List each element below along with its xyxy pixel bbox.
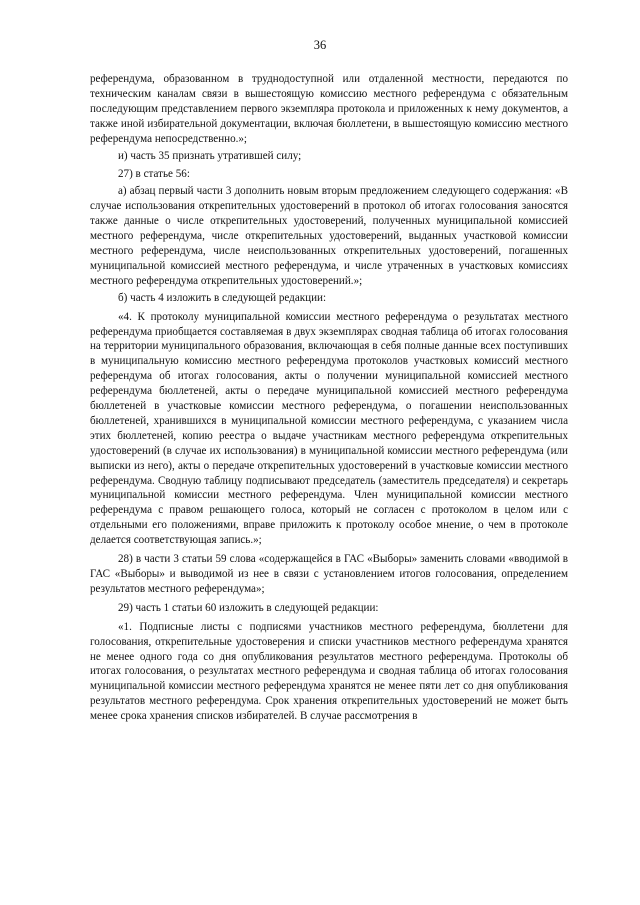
paragraph-subitem-a: а) абзац первый части 3 дополнить новым вторым предложением следующего содержания: «В случае использования открепительных удостоверений в протокол об итогах голосования заносятся также данные о числе открепительных удостоверений, полученных муниципальной комиссией местного референдума, числе открепительных удостоверений, выданных участковой комиссии местного референдума, числе неиспользованных открепительных удостоверений, погашенных муниципальной комиссией местного референдума, и числе утраченных в участковых комиссиях местного референдума открепительных удостоверений.»; — [90, 185, 568, 287]
paragraph-item-27: 27) в статье 56: — [118, 168, 190, 181]
paragraph-subitem-b: б) часть 4 изложить в следующей редакции: — [118, 291, 327, 304]
paragraph-quoted-part-4: «4. К протоколу муниципальной комиссии местного референдума о результатах местного референдума приобщается составляемая в двух экземплярах сводная таблица об итогах голосования на территории муниципального образования, включающая в себя полные данные всех поступивших в муниципальную комиссию местного референдума протоколов участковых комиссий местного референдума об итогах голосования, акты о получении муниципальной комиссией местного референдума бюллетеней, акты о передаче муниципальной комиссией местного референдума бюллетеней в участковые комиссии местного референдума, о погашении неиспользованных бюллетеней, хранившихся в муниципальной комиссии местного референдума, с указанием числа этих бюллетеней, копию реестра о выдаче участникам местного референдума открепительных удостоверений (в случае их использования) в муниципальной комиссии местного референдума (или выписки из него), акты о передаче открепительных удостоверений в участковые комиссии местного референдума. Сводную таблицу подписывают председатель (заместитель председателя) и секретарь муниципальной комиссии местного референдума. Член муниципальной комиссии местного референдума с правом решающего голоса, который не согласен с протоколом в целом или с отдельными его положениями, вправе приложить к протоколу особое мнение, о чем в протоколе делается соответствующая запись.»; — [90, 310, 568, 547]
paragraph-continuation: референдума, образованном в труднодоступной или отдаленной местности, передаются по техническим каналам связи в вышестоящую комиссию местного референдума с обязательным последующим представлением первого экземпляра протокола и приложенных к нему документов, а также иной избирательной документации, включая бюллетени, в вышестоящую комиссию местного референдума непосредственно.»; — [90, 73, 568, 145]
document-body — [90, 72, 568, 724]
paragraph-item-28: 28) в части 3 статьи 59 слова «содержащейся в ГАС «Выборы» заменить словами «вводимой в ГАС «Выборы» и выводимой из нее в связи с установлением итогов голосования, определением результатов местного референдума»; — [90, 553, 568, 595]
paragraph-item-29: 29) часть 1 статьи 60 изложить в следующей редакции: — [118, 601, 379, 614]
paragraph-item-i: и) часть 35 признать утратившей силу; — [118, 149, 302, 162]
page-number: 36 — [313, 38, 327, 52]
paragraph-quoted-part-1: «1. Подписные листы с подписями участников местного референдума, бюллетени для голосования, открепительные удостоверения и списки участников местного референдума хранятся не менее одного года со дня опубликования результатов местного референдума. Протоколы об итогах голосования, о результатах местного референдума и сводная таблица об итогах голосования муниципальной комиссии местного референдума хранятся не менее пяти лет со дня опубликования результатов местного референдума. Срок хранения открепительных удостоверений не может быть менее срока хранения списков избирателей. В случае рассмотрения в — [90, 620, 568, 723]
